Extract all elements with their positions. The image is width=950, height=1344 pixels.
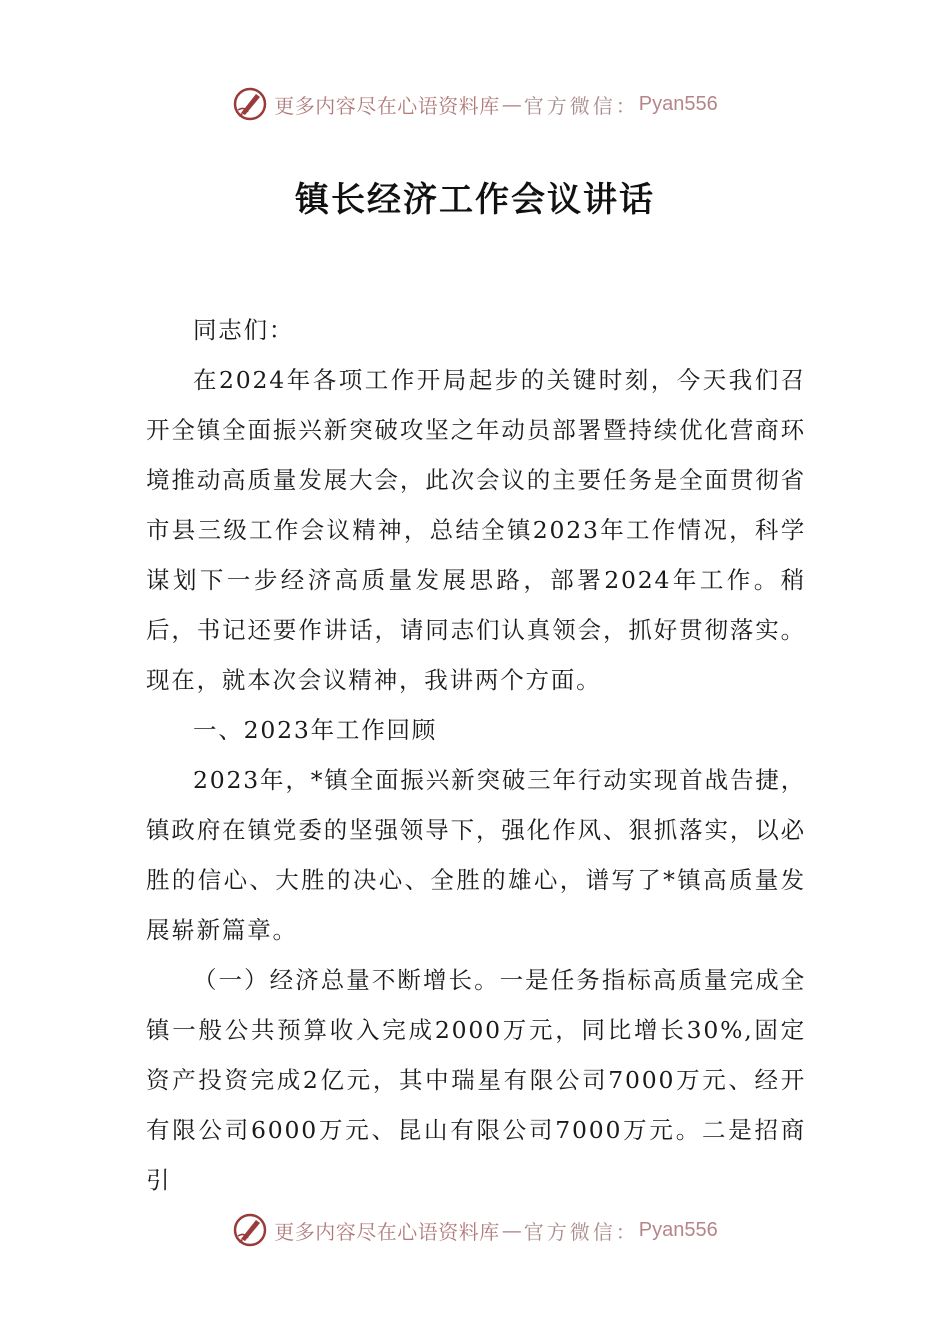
banner-slogan: 更多内容尽在心语资料库	[274, 1219, 500, 1244]
quill-pen-logo-icon	[232, 86, 268, 122]
banner-account: Pyan556	[638, 92, 718, 115]
banner-account: Pyan556	[638, 1218, 718, 1241]
banner-separator: —	[501, 92, 522, 116]
review-paragraph: 2023年，*镇全面振兴新突破三年行动实现首战告捷，镇政府在镇党委的坚强领导下，强化作风、狠抓落实，以必胜的信心、大胜的决心、全胜的雄心，谱写了*镇高质量发展崭新篇章。	[146, 766, 806, 944]
banner-slogan: 更多内容尽在心语资料库	[274, 93, 500, 118]
header-watermark-banner	[0, 82, 950, 126]
economy-paragraph: （一）经济总量不断增长。一是任务指标高质量完成全镇一般公共预算收入完成2000万元，同比增长30%,固定资产投资完成2亿元，其中瑞星有限公司7000万元、经开有限公司6000万元、昆山有限公司7000万元。二是招商引	[146, 966, 806, 1194]
banner-wechat-label: 官方微信：	[523, 1219, 639, 1244]
document-body	[146, 305, 806, 1205]
document-title: 镇长经济工作会议讲话	[295, 180, 655, 220]
banner-wechat-label: 官方微信：	[523, 93, 639, 118]
banner-separator: —	[501, 1218, 522, 1242]
quill-pen-logo-icon	[232, 1212, 268, 1248]
intro-paragraph: 在2024年各项工作开局起步的关键时刻，今天我们召开全镇全面振兴新突破攻坚之年动员部署暨持续优化营商环境推动高质量发展大会，此次会议的主要任务是全面贯彻省市县三级工作会议精神，总结全镇2023年工作情况，科学谋划下一步经济高质量发展思路，部署2024年工作。稍后，书记还要作讲话，请同志们认真领会，抓好贯彻落实。现在，就本次会议精神，我讲两个方面。	[146, 366, 806, 694]
section-heading: 一、2023年工作回顾	[193, 716, 438, 744]
footer-watermark-banner	[0, 1208, 950, 1252]
salutation-paragraph: 同志们：	[193, 316, 295, 344]
